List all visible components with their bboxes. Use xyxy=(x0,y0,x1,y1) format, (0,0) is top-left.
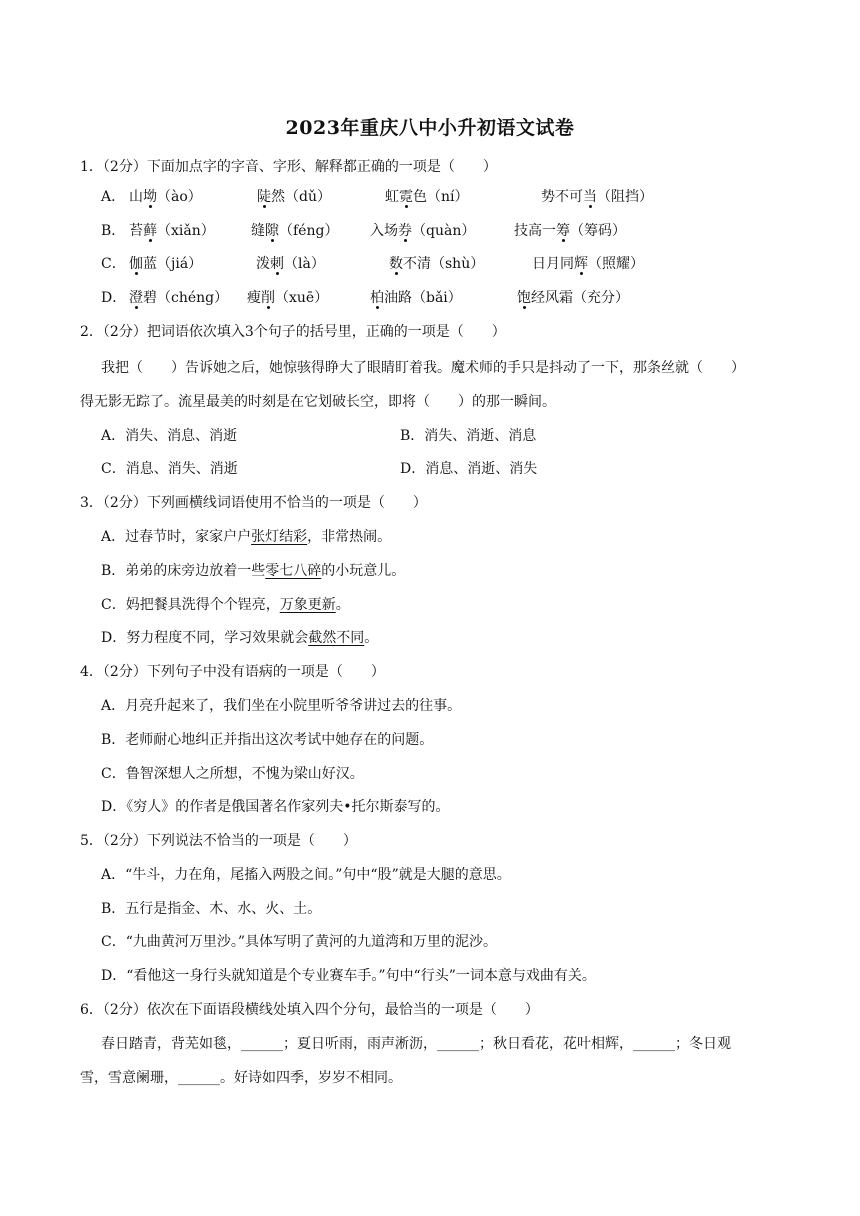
option-letter: B． xyxy=(101,223,126,239)
page-title: 2023年重庆八中小升初语文试卷 xyxy=(285,117,575,139)
underlined-term: 张灯结彩 xyxy=(251,529,308,545)
question-5-option-a: A．“牛斗，力在角，尾搐入两股之间。”句中“股”就是大腿的意思。 xyxy=(101,867,511,883)
word-4: 饱经风霜（充分） xyxy=(517,290,629,306)
word-2: 缝隙（féng） xyxy=(251,223,339,239)
question-6-passage-line-1: 春日踏青，背芜如毯，______；夏日听雨，雨声淅沥，______；秋日看花，花叶相辉，______；冬日观 xyxy=(101,1036,731,1052)
question-5-option-b: B．五行是指金、木、水、火、土。 xyxy=(101,901,322,917)
question-5-option-d: D．“看他这一身行头就知道是个专业赛车手。”句中“行头”一词本意与戏曲有关。 xyxy=(101,968,596,984)
word-4: 日月同辉（照耀） xyxy=(532,256,644,272)
option-letter: C． xyxy=(101,256,126,272)
question-6-stem: 6．（2分）依次在下面语段横线处填入四个分句，最恰当的一项是（ ） xyxy=(80,1002,539,1018)
word-3: 柏油路（bǎi） xyxy=(370,290,462,306)
underlined-term: 万象更新 xyxy=(279,597,336,613)
word-3: 虹霓色（ní） xyxy=(385,189,469,205)
underlined-term: 零七八碎 xyxy=(265,563,322,579)
question-6-passage-line-2: 雪，雪意阑珊，______。好诗如四季，岁岁不相同。 xyxy=(80,1070,402,1086)
word-1: 山坳（ào） xyxy=(129,189,202,205)
word-1: 伽蓝（jiá） xyxy=(129,256,203,272)
question-2-passage-line-1: 我把（ ）告诉她之后，她惊骇得睁大了眼睛盯着我。魔术师的手只是抖动了一下，那条丝就（ ） xyxy=(101,360,745,376)
question-2-passage-line-2: 得无影无踪了。流星最美的时刻是在它划破长空，即将（ ）的那一瞬间。 xyxy=(80,394,556,410)
question-2-option-a: A．消失、消息、消逝 xyxy=(101,428,238,444)
question-3-option-c: C．妈把餐具洗得个个锃亮，万象更新。 xyxy=(101,597,350,613)
word-3: 数不清（shù） xyxy=(389,256,485,272)
option-letter: D． xyxy=(101,290,127,306)
word-2: 瘦削（xuē） xyxy=(247,290,329,306)
question-4-option-c: C．鲁智深想人之所想，不愧为梁山好汉。 xyxy=(101,766,364,782)
word-3: 入场券（quàn） xyxy=(370,223,476,239)
word-1: 苔藓（xiǎn） xyxy=(129,223,215,239)
word-1: 澄碧（chéng） xyxy=(129,290,229,306)
question-2-option-c: C．消息、消失、消逝 xyxy=(101,461,238,477)
underlined-term: 截然不同 xyxy=(308,630,365,646)
option-letter: A． xyxy=(101,189,126,205)
question-4-stem: 4．（2分）下列句子中没有语病的一项是（ ） xyxy=(80,664,385,680)
question-1-stem: 1．（2分）下面加点字的字音、字形、解释都正确的一项是（ ） xyxy=(80,159,497,175)
question-4-option-d: D．《穷人》的作者是俄国著名作家列夫•托尔斯泰写的。 xyxy=(101,799,450,815)
word-4: 势不可当（阻挡） xyxy=(541,189,653,205)
question-5-option-c: C．“九曲黄河万里沙。”具体写明了黄河的九道湾和万里的泥沙。 xyxy=(101,934,498,950)
question-2-option-b: B．消失、消逝、消息 xyxy=(400,428,537,444)
question-2-option-d: D．消息、消逝、消失 xyxy=(400,461,538,477)
question-2-stem: 2．（2分）把词语依次填入3个句子的括号里，正确的一项是（ ） xyxy=(80,324,506,340)
question-4-option-b: B．老师耐心地纠正并指出这次考试中她存在的问题。 xyxy=(101,732,434,748)
question-3-option-d: D．努力程度不同，学习效果就会截然不同。 xyxy=(101,630,379,646)
word-2: 泼刺（là） xyxy=(256,256,325,272)
question-3-stem: 3．（2分）下列画横线词语使用不恰当的一项是（ ） xyxy=(80,495,427,511)
word-4: 技高一筹（筹码） xyxy=(514,223,626,239)
word-2: 陡然（dǔ） xyxy=(257,189,331,205)
question-5-stem: 5．（2分）下列说法不恰当的一项是（ ） xyxy=(80,833,357,849)
question-4-option-a: A．月亮升起来了，我们坐在小院里听爷爷讲过去的往事。 xyxy=(101,698,462,714)
question-3-option-a: A．过春节时，家家户户张灯结彩，非常热闹。 xyxy=(101,529,392,545)
question-3-option-b: B．弟弟的床旁边放着一些零七八碎的小玩意儿。 xyxy=(101,563,406,579)
